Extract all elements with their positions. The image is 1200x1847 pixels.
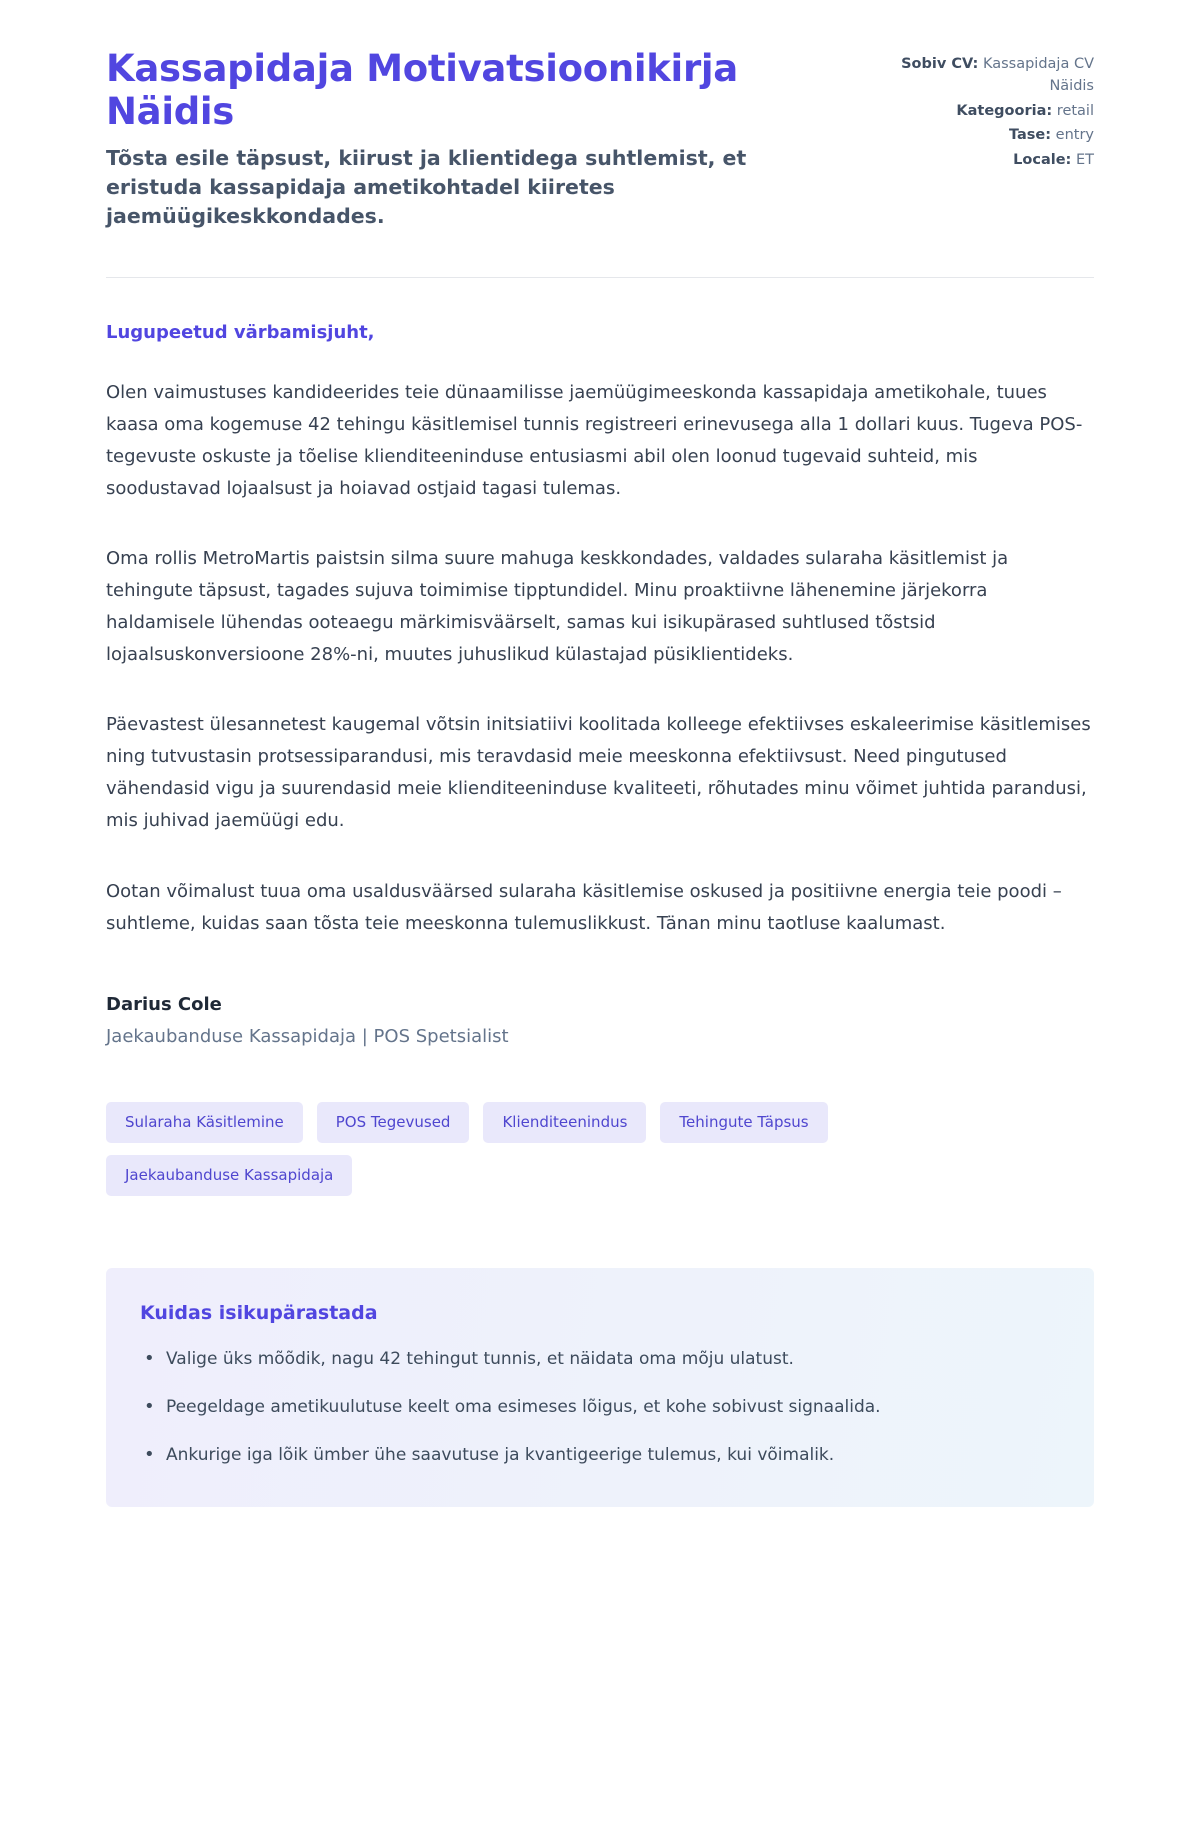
list-item: • Peegeldage ametikuulutuse keelt oma esimeses lõigus, et kohe sobivust signaalida. <box>166 1394 1054 1420</box>
letter-signature <box>106 994 1094 1050</box>
meta-row-locale <box>884 150 1094 172</box>
skill-tag[interactable]: Tehingute Täpsus <box>660 1102 827 1143</box>
skill-tag[interactable]: Sularaha Käsitlemine <box>106 1102 303 1143</box>
cover-letter-body <box>106 278 1094 1049</box>
meta-label-locale: Locale: <box>1013 152 1072 168</box>
skill-tag[interactable]: POS Tegevused <box>317 1102 470 1143</box>
meta-value-category: retail <box>1056 102 1094 119</box>
callout-list <box>140 1346 1054 1469</box>
skill-tag[interactable]: Jaekaubanduse Kassapidaja <box>106 1155 352 1196</box>
letter-paragraph-3: Päevastest ülesannetest kaugemal võtsin initsiatiivi koolitada kolleege efektiivses eskaleerimise käsitlemises ning tutvustasin protsessiparandusi, mis teravdasid meie meeskonna efektiivsust. Need pingutused vähendasid vigu ja suurendasid meie klienditeeninduse kvaliteeti, rõhutades minu võimet juhtida parandusi, mis juhivad jaemüügi edu. <box>106 714 1091 832</box>
callout-title: Kuidas isikupärastada <box>140 1301 378 1324</box>
meta-label-category: Kategooria: <box>956 102 1053 119</box>
meta-row-level <box>884 125 1094 147</box>
header-title-block <box>106 48 844 231</box>
signature-role: Jaekaubanduse Kassapidaja | POS Spetsialist <box>106 1025 509 1047</box>
document-header <box>106 48 1094 278</box>
meta-label-matching-cv: Sobiv CV: <box>901 56 979 72</box>
skill-tag[interactable]: Klienditeenindus <box>483 1102 646 1143</box>
page-subtitle: Tõsta esile täpsust, kiirust ja klientidega suhtlemist, et eristuda kassapidaja ametikohtadel kiiretes jaemüügikeskkondades. <box>106 145 747 229</box>
signature-name: Darius Cole <box>106 993 222 1015</box>
page-title: Kassapidaja Motivatsioonikirja Näidis <box>106 47 738 133</box>
letter-paragraph-2: Oma rollis MetroMartis paistsin silma suure mahuga keskkondades, valdades sularaha käsitlemist ja tehingute täpsust, tagades sujuva toimimise tipptundidel. Minu proaktiivne lähenemine järjekorra haldamisele lühendas ooteaegu märkimisväärselt, samas kui isikupärased suhtlused tõstsid lojaalsuskonversioone 28%-ni, muutes juhuslikud külastajad püsiklientideks. <box>106 548 1009 666</box>
meta-value-matching-cv: Kassapidaja CV Näidis <box>982 56 1094 94</box>
list-item: • Valige üks mõõdik, nagu 42 tehingut tunnis, et näidata oma mõju ulatust. <box>166 1346 1054 1372</box>
meta-value-locale: ET <box>1075 152 1094 168</box>
meta-label-level: Tase: <box>1008 127 1052 144</box>
personalization-callout <box>106 1268 1094 1507</box>
skill-tag-list <box>106 1102 896 1196</box>
meta-row-category <box>884 101 1094 123</box>
meta-row-matching-cv <box>884 54 1094 98</box>
letter-paragraph-1: Olen vaimustuses kandideerides teie dünaamilisse jaemüügimeeskonda kassapidaja ametikohale, tuues kaasa oma kogemuse 42 tehingu käsitlemisel tunnis registreeri erinevusega alla 1 dollari kuus. Tugeva POS-tegevuste oskuste ja tõelise klienditeeninduse entusiasmi abil olen loonud tugevaid suhteid, mis soodustavad lojaalsust ja hoiavad ostjaid tagasi tulemas. <box>106 382 1083 500</box>
meta-value-level: entry <box>1055 127 1094 144</box>
list-item: • Ankurige iga lõik ümber ühe saavutuse ja kvantigeerige tulemus, kui võimalik. <box>166 1442 1054 1468</box>
header-metadata <box>884 48 1094 175</box>
letter-salutation: Lugupeetud värbamisjuht, <box>106 322 375 344</box>
letter-paragraph-4: Ootan võimalust tuua oma usaldusväärsed sularaha käsitlemise oskused ja positiivne energia teie poodi – suhtleme, kuidas saan tõsta teie meeskonna tulemuslikkust. Tänan minu taotluse kaalumast. <box>106 880 1062 934</box>
